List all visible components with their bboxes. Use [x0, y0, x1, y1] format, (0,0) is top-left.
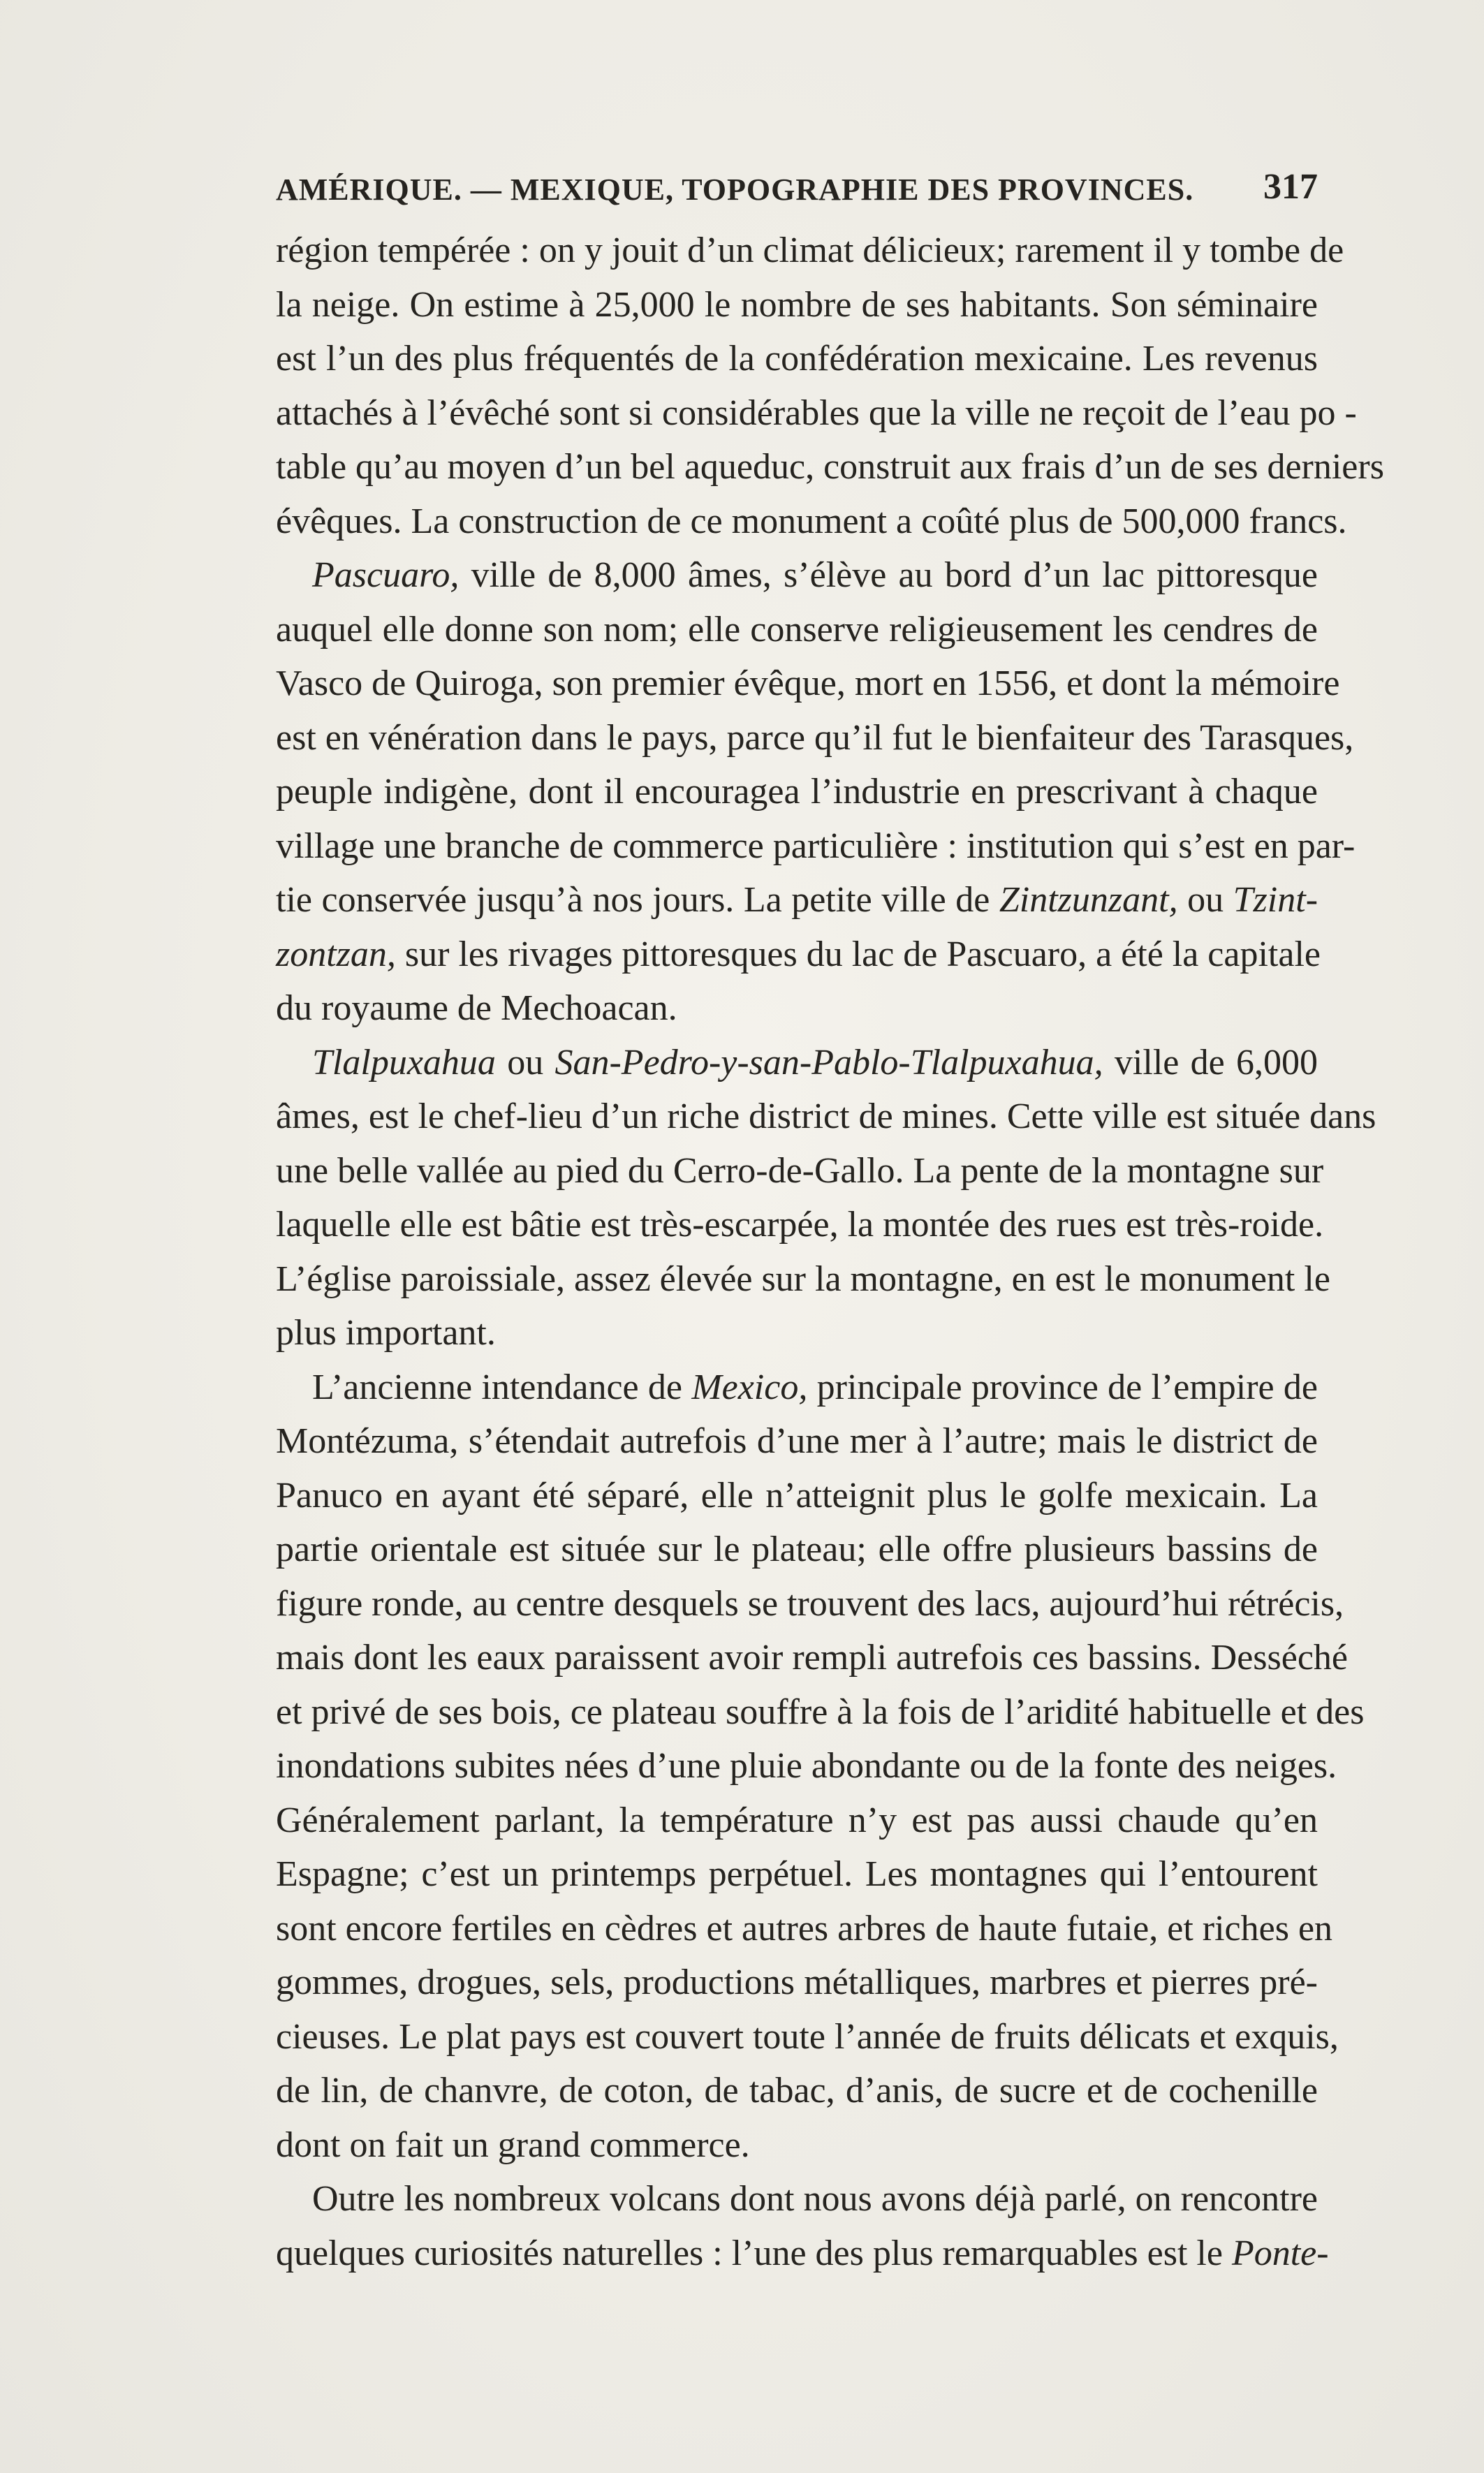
italic-term: San-Pedro-y-san-Pablo-Tlalpuxahua,: [554, 1042, 1103, 1083]
running-head: AMÉRIQUE. — MEXIQUE, TOPOGRAPHIE DES PROVINCES.: [276, 173, 1194, 207]
text-line: évêques. La construction de ce monument a coûté plus de 500,000 francs.: [276, 501, 1347, 541]
text-line: laquelle elle est bâtie est très-escarpée, la montée des rues est très-roide.: [276, 1205, 1324, 1245]
text-line: Espagne; c’est un printemps perpétuel. Les montagnes qui l’entourent: [276, 1854, 1318, 1894]
text-line: table qu’au moyen d’un bel aqueduc, construit aux frais d’un de ses derniers: [276, 447, 1384, 487]
text-line: du royaume de Mechoacan.: [276, 988, 677, 1028]
text-line: une belle vallée au pied du Cerro-de-Gallo. La pente de la montagne sur: [276, 1150, 1324, 1191]
text-line: partie orientale est située sur le plateau; elle offre plusieurs bassins de: [276, 1529, 1318, 1569]
text-line: Montézuma, s’étendait autrefois d’une mer à l’autre; mais le district de: [276, 1421, 1318, 1461]
text-line: tie conservée jusqu’à nos jours. La petite ville de Zintzunzant, ou Tzint-: [276, 880, 1318, 920]
text-line: dont on fait un grand commerce.: [276, 2125, 750, 2165]
text-line: est l’un des plus fréquentés de la confédération mexicaine. Les revenus: [276, 339, 1318, 379]
text-line: quelques curiosités naturelles : l’une des plus remarquables est le Ponte-: [276, 2233, 1329, 2273]
text-line: gommes, drogues, sels, productions métalliques, marbres et pierres pré-: [276, 1962, 1318, 2002]
text-line: Pascuaro, ville de 8,000 âmes, s’élève au bord d’un lac pittoresque: [312, 555, 1318, 595]
text-line: est en vénération dans le pays, parce qu’il fut le bienfaiteur des Tarasques,: [276, 717, 1354, 758]
text-line: figure ronde, au centre desquels se trouvent des lacs, aujourd’hui rétrécis,: [276, 1583, 1344, 1624]
body-text: [276, 223, 1384, 2280]
italic-term: Ponte-: [1231, 2233, 1329, 2273]
page-number: 317: [1263, 167, 1318, 207]
italic-term: Pascuaro,: [312, 555, 460, 595]
text-line: et privé de ses bois, ce plateau souffre à la fois de l’aridité habituelle et des: [276, 1692, 1365, 1732]
italic-term: Tlalpuxahua: [312, 1042, 496, 1083]
text-line: Panuco en ayant été séparé, elle n’atteignit plus le golfe mexicain. La: [276, 1475, 1318, 1516]
text-line: L’église paroissiale, assez élevée sur la montagne, en est le monument le: [276, 1258, 1330, 1299]
text-line: Généralement parlant, la température n’y est pas aussi chaude qu’en: [276, 1800, 1318, 1840]
text-line: L’ancienne intendance de Mexico, principale province de l’empire de: [312, 1367, 1318, 1407]
text-line: Outre les nombreux volcans dont nous avons déjà parlé, on rencontre: [312, 2179, 1318, 2219]
text-line: Tlalpuxahua ou San-Pedro-y-san-Pablo-Tlalpuxahua, ville de 6,000: [312, 1042, 1318, 1083]
italic-term: Mexico,: [691, 1367, 808, 1407]
text-line: région tempérée : on y jouit d’un climat délicieux; rarement il y tombe de: [276, 230, 1344, 270]
text-line: attachés à l’évêché sont si considérables que la ville ne reçoit de l’eau po -: [276, 392, 1357, 433]
italic-term: Tzint-: [1233, 880, 1318, 920]
text-line: plus important.: [276, 1313, 496, 1353]
text-line: Vasco de Quiroga, son premier évêque, mort en 1556, et dont la mémoire: [276, 663, 1340, 703]
text-line: mais dont les eaux paraissent avoir rempli autrefois ces bassins. Desséché: [276, 1638, 1348, 1678]
text-line: village une branche de commerce particulière : institution qui s’est en par-: [276, 825, 1356, 866]
text-line: zontzan, sur les rivages pittoresques du lac de Pascuaro, a été la capitale: [276, 934, 1321, 974]
text-line: la neige. On estime à 25,000 le nombre de ses habitants. Son séminaire: [276, 284, 1318, 325]
text-line: inondations subites nées d’une pluie abondante ou de la fonte des neiges.: [276, 1746, 1337, 1786]
text-line: sont encore fertiles en cèdres et autres arbres de haute futaie, et riches en: [276, 1908, 1333, 1949]
text-line: peuple indigène, dont il encouragea l’industrie en prescrivant à chaque: [276, 772, 1318, 812]
page-header: [276, 166, 1318, 208]
text-line: âmes, est le chef-lieu d’un riche district de mines. Cette ville est située dans: [276, 1096, 1376, 1136]
italic-term: zontzan,: [276, 934, 396, 974]
text-line: de lin, de chanvre, de coton, de tabac, d’anis, de sucre et de cochenille: [276, 2071, 1318, 2111]
italic-term: Zintzunzant,: [999, 880, 1178, 920]
text-line: cieuses. Le plat pays est couvert toute l’année de fruits délicats et exquis,: [276, 2016, 1339, 2057]
text-line: auquel elle donne son nom; elle conserve religieusement les cendres de: [276, 609, 1318, 650]
